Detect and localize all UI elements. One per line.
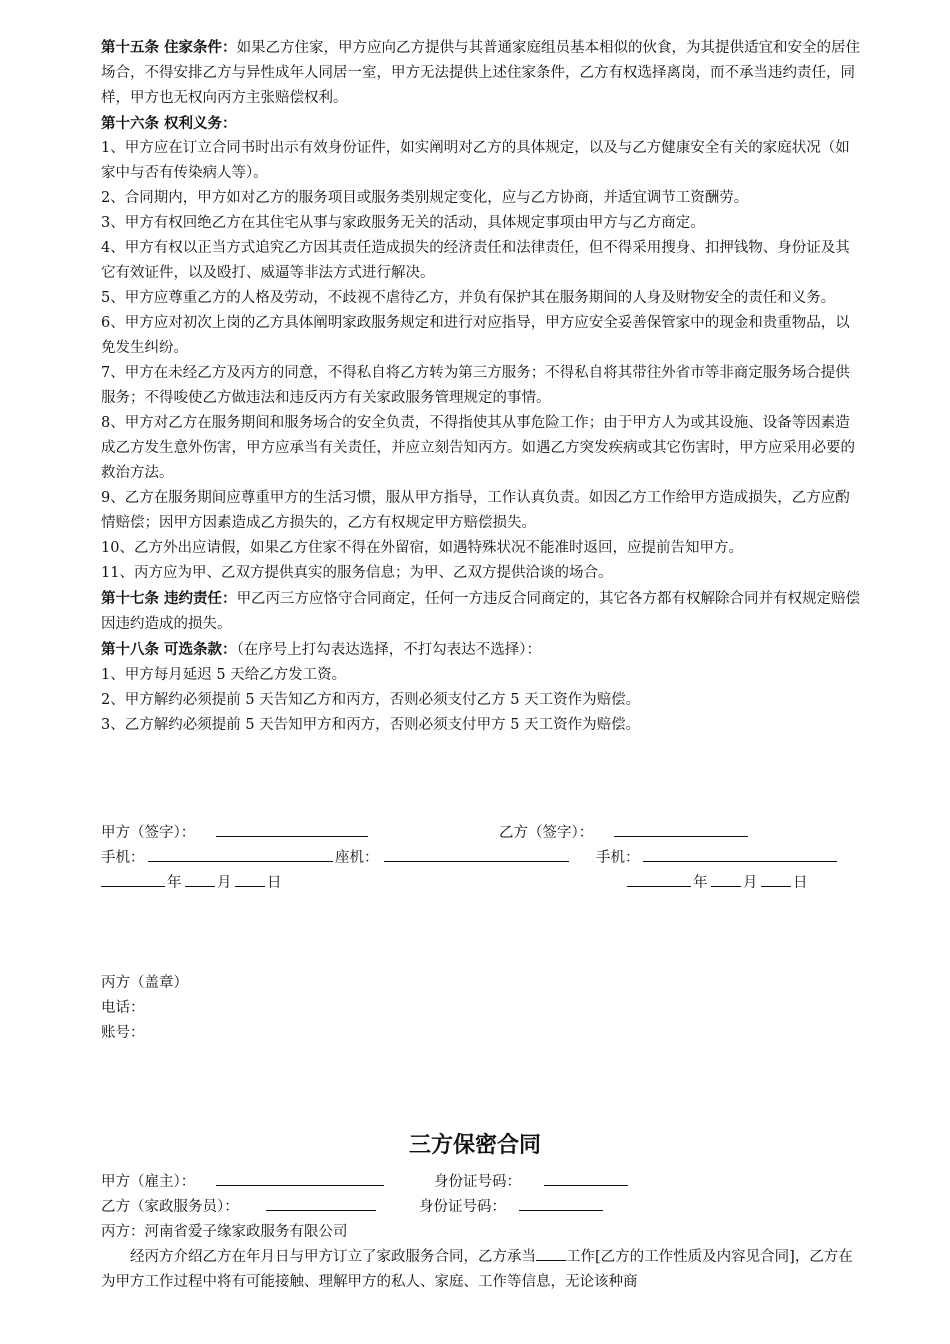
article-17-heading: 第十七条 违约责任： <box>101 590 237 607</box>
article-18-heading: 第十八条 可选条款： <box>101 641 237 658</box>
worker-id-label: 身份证号码： <box>419 1199 506 1215</box>
page-title: 三方保密合同 <box>408 1132 541 1158</box>
article-18 <box>101 637 861 663</box>
worker-id-field[interactable] <box>519 1195 603 1211</box>
worker-field[interactable] <box>266 1195 376 1211</box>
party-c-phone-row <box>101 996 861 1021</box>
year-label: 年 <box>693 875 708 891</box>
party-b-sign-label: 乙方（签字）： <box>499 825 594 841</box>
party-a-month-field[interactable] <box>185 871 215 887</box>
party-c-seal-label: 丙方（盖章） <box>101 975 188 991</box>
signature-row <box>101 821 861 846</box>
intro-text-1: 经丙方介绍乙方在年月日与甲方订立了家政服务合同，乙方承当 <box>130 1249 536 1265</box>
article-17-text: 甲乙丙三方应恪守合同商定，任何一方违反合同商定的，其它各方都有权解除合同并有权规定赔偿因违约造成的损失。 <box>101 591 861 632</box>
employer-field[interactable] <box>216 1170 384 1186</box>
article-16-item: 1、甲方应在订立合同书时出示有效身份证件，如实阐明对乙方的具体规定，以及与乙方健康安全有关的家庭状况（如家中与否有传染病人等）。 <box>101 140 850 181</box>
party-b-mobile-label: 手机： <box>596 850 640 866</box>
party-b-sign-field[interactable] <box>614 821 748 837</box>
worker-label: 乙方（家政服务员）： <box>101 1199 239 1215</box>
intro-paragraph <box>101 1245 861 1295</box>
party-a-day-field[interactable] <box>235 871 265 887</box>
party-a-mobile-label: 手机： <box>101 850 145 866</box>
article-16-item: 2、合同期内，甲方如对乙方的服务项目或服务类别规定变化，应与乙方协商，并适宜调节工资酬劳。 <box>101 190 749 206</box>
intro-text-2: 工作[乙方的工作性质及内容见合同]，乙方在为甲方工作过程中将有可能接触、理解甲方的私人、家庭、工作等信息，无论该种商 <box>101 1249 853 1290</box>
optional-clause: 3、乙方解约必须提前 5 天告知甲方和丙方，否则必须支付甲方 5 天工资作为赔偿。 <box>101 717 641 733</box>
employer-id-field[interactable] <box>544 1170 628 1186</box>
party-a-sign-label: 甲方（签字）： <box>101 825 196 841</box>
optional-clause: 1、甲方每月延迟 5 天给乙方发工资。 <box>101 667 347 683</box>
article-18-note: （在序号上打勾表达选择，不打勾表达不选择）： <box>236 642 542 658</box>
month-label: 月 <box>743 875 758 891</box>
day-label: 日 <box>793 875 808 891</box>
article-15-heading: 第十五条 住家条件： <box>101 39 237 56</box>
landline-label: 座机： <box>335 850 379 866</box>
day-label: 日 <box>267 875 282 891</box>
article-16-item: 5、甲方应尊重乙方的人格及劳动，不歧视不虐待乙方，并负有保护其在服务期间的人身及财物安全的责任和义务。 <box>101 290 836 306</box>
party-c-block <box>101 971 861 996</box>
article-16-item: 7、甲方在未经乙方及丙方的同意，不得私自将乙方转为第三方服务；不得私自将其带往外省市等非商定服务场合提供服务；不得唆使乙方做违法和违反丙方有关家政服务管理规定的事情。 <box>101 365 850 406</box>
party-a-sign-field[interactable] <box>216 821 368 837</box>
article-16-heading: 第十六条 权利义务： <box>101 115 237 132</box>
employer-row <box>101 1170 861 1195</box>
party-c-account-row <box>101 1021 861 1046</box>
contract-body <box>101 35 861 738</box>
party-c-account-label: 账号： <box>101 1025 145 1041</box>
article-16-item: 6、甲方应对初次上岗的乙方具体阐明家政服务规定和进行对应指导，甲方应安全妥善保管家中的现金和贵重物品，以免发生纠纷。 <box>101 315 850 356</box>
article-16-item: 11、丙方应为甲、乙双方提供真实的服务信息；为甲、乙双方提供洽谈的场合。 <box>101 565 613 581</box>
employer-id-label: 身份证号码： <box>434 1174 521 1190</box>
party-b-day-field[interactable] <box>761 871 791 887</box>
date-row <box>101 871 861 896</box>
article-17 <box>101 586 861 637</box>
month-label: 月 <box>217 875 232 891</box>
employer-label: 甲方（雇主）： <box>101 1174 196 1190</box>
article-16-item: 4、甲方有权以正当方式追究乙方因其责任造成损失的经济责任和法律责任，但不得采用搜身、扣押钱物、身份证及其它有效证件，以及殴打、威逼等非法方式进行解决。 <box>101 240 850 281</box>
article-16-item: 8、甲方对乙方在服务期间和服务场合的安全负责，不得指使其从事危险工作；由于甲方人为或其设施、设备等因素造成乙方发生意外伤害，甲方应承当有关责任，并应立刻告知丙方。如遇乙方突发疾病或其它伤害时，甲方应采用必要的救治方法。 <box>101 415 855 481</box>
article-15 <box>101 35 861 111</box>
article-16-item: 9、乙方在服务期间应尊重甲方的生活习惯，服从甲方指导，工作认真负责。如因乙方工作给甲方造成损失，乙方应酌情赔偿；因甲方因素造成乙方损失的，乙方有权规定甲方赔偿损失。 <box>101 490 850 531</box>
party-b-year-field[interactable] <box>627 871 691 887</box>
party-c-row <box>101 1220 861 1245</box>
party-c-phone-label: 电话： <box>101 1000 145 1016</box>
party-c-company: 丙方：河南省爱子缘家政服务有限公司 <box>101 1224 348 1240</box>
article-15-text: 如果乙方住家，甲方应向乙方提供与其普通家庭组员基本相似的伙食，为其提供适宜和安全的居住场合，不得安排乙方与异性成年人同居一室，甲方无法提供上述住家条件，乙方有权选择离岗，而不承当违约责任，同样，甲方也无权向丙方主张赔偿权利。 <box>101 40 861 106</box>
party-a-mobile-field[interactable] <box>148 846 333 862</box>
party-b-mobile-field[interactable] <box>643 846 837 862</box>
article-16-item: 3、甲方有权回绝乙方在其住宅从事与家政服务无关的活动，具体规定事项由甲方与乙方商定。 <box>101 215 705 231</box>
phone-row <box>101 846 861 871</box>
party-a-year-field[interactable] <box>101 871 165 887</box>
worker-row <box>101 1195 861 1220</box>
optional-clause: 2、甲方解约必须提前 5 天告知乙方和丙方，否则必须支付乙方 5 天工资作为赔偿。 <box>101 692 641 708</box>
landline-field[interactable] <box>384 846 569 862</box>
party-b-month-field[interactable] <box>711 871 741 887</box>
work-type-field[interactable] <box>536 1245 566 1261</box>
article-16-item: 10、乙方外出应请假，如果乙方住家不得在外留宿，如遇特殊状况不能准时返回，应提前告知甲方。 <box>101 540 743 556</box>
year-label: 年 <box>167 875 182 891</box>
